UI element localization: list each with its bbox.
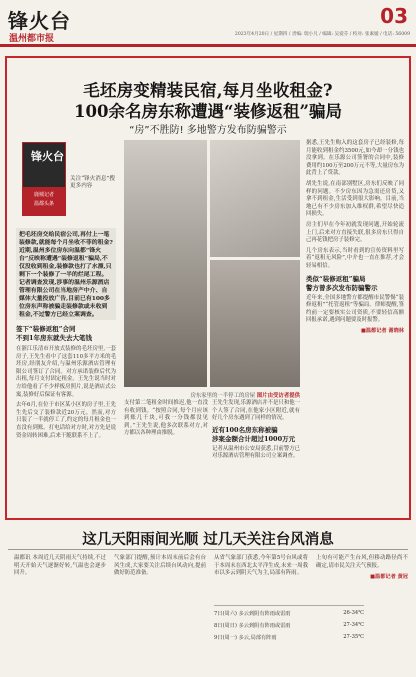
column-name: 锋火台 — [8, 9, 71, 33]
forecast-weather: 多云到阴有阵雨或雷雨 — [238, 611, 291, 617]
paragraph: 气象部门提醒,预计本周末前后会有台风生成,大家要关注后续台风动向,提前做好防范准备。 — [114, 555, 206, 577]
lead-text: 把毛坯房交给民宿公司,再付上一笔装修款,就能每个月坐收不菲的租金?近期,温州多位房东向温都“锋火台”反映称遭遇“装修返租”骗局,不仅没收到租金,装修款也打了水漂,只剩下一个装修了一半的烂尾工程。记者调查发现,涉事的温州乐源酒店管理有限公司在当地房产中介、自媒体大量投放广告,目前已有100多位房东声称被骗走装修款或未收到租金,不过警方已经立案调查。 — [19, 231, 113, 318]
paragraph: 温都讯 本周近几天阴雨天气持续,不过明天开始天气逐渐好转,气温也会逐步回升。 — [14, 555, 106, 577]
page-number: 03 — [380, 4, 408, 28]
paragraph: 王先生发现,乐源酒店并不是只和他一个人签了合同,在他家小区附近,就有好几个房东遇到了同样的情况。 — [212, 400, 300, 422]
paragraph: 近年来,全国多地警方都提醒市民警惕“装修返租”“托管返租”等骗局。律师提醒,签约前一定要核实公司资质,不要轻信高额回报承诺,遇到问题要及时报警。 — [306, 294, 404, 324]
paragraph: 据悉,王先生购入的这套房子已经装修,每月能收到租金约3500元,如今却一分钱也没拿到。在乐源公司签署的合同中,装修费用约100万至200万元不等,大量房东为此背上了贷款。 — [306, 140, 404, 177]
forecast-temp: 27-35℃ — [343, 634, 364, 640]
forecast-weather: 多云,局部有阵雨 — [238, 635, 277, 641]
column-logo-title: 锋火台 — [31, 150, 64, 163]
paragraph: 几个房东表示,当时看到的宣传资料里写着“返租无风险”,中介也一直在推荐,才会轻易相信。 — [306, 247, 404, 269]
forecast-temp: 26-34℃ — [343, 610, 364, 616]
column-logo-line2: 温都头条 — [33, 201, 54, 207]
paragraph: 去年6月,在位于市区某小区的房子里,王先生先后交了装修款近20万元。然而,对方只装了一半就停工了,约定的每月租金也一直没有到账。打电话给对方时,对方先是说资金周转困难,后来干脆联系不上了。 — [16, 402, 116, 439]
forecast-weather: 多云到阴有阵雨或雷雨 — [238, 623, 291, 629]
subhead: 涉案金额合计超过1000万元 — [212, 434, 296, 443]
paragraph: 记者从温州市公安局获悉,目前警方已对乐源酒店管理有限公司立案调查。 — [212, 445, 300, 460]
masthead — [0, 0, 416, 52]
apartment-photo-bottom-right — [210, 260, 300, 387]
photo-credit: 图片由受访者提供 — [256, 393, 300, 399]
apartment-photo-left — [124, 140, 207, 387]
weather-column-1 — [14, 555, 106, 578]
middle-column-b — [212, 400, 300, 461]
headline-deck: “房”不胜防! 多地警方发布防骗警示 — [129, 125, 287, 136]
subhead: 近有100名房东称被骗 — [212, 425, 278, 434]
newspaper-name: 温州都市报 — [9, 34, 55, 44]
forecast-row — [214, 634, 364, 641]
subhead: 不到1年房东就失去大笔钱 — [16, 334, 93, 342]
forecast-date: 7日(周六) — [214, 611, 237, 617]
forecast-row — [214, 610, 364, 617]
photo-caption — [124, 391, 300, 399]
forecast-row — [214, 622, 364, 629]
paragraph: 从省气象部门获悉,今年第5号台风或将于本周末在西北太平洋生成,未来一周我市以多云到阴天气为主,局部有阵雨。 — [214, 555, 308, 577]
paragraph: 在浙江乐清市开放式装修的毛坯房里,一套房子,王先生看中了这套110多平方米的毛坯房,经朋友介绍,与温州乐源酒店管理有限公司签订了合同。对方承诺装修后代为出租,每月支付固定租金。王先生说当时对方给他看了不少样板房照片,说是酒店式公寓,装修好后保证有客源。 — [16, 346, 116, 398]
weather-headline: 这几天阳雨间光顺 过几天关注台风消息 — [82, 531, 334, 548]
byline: ■温都记者 谢晓林 — [360, 327, 404, 334]
weather-column-3 — [214, 555, 308, 578]
left-column — [16, 325, 116, 440]
paragraph: 房主们早在今年初就发现问题,开始轮流上门,后来对方直接失联,很多房东只得自己再花钱把房子装修完。 — [306, 221, 404, 244]
column-logo-line1: 鹿城记者 — [33, 192, 54, 198]
apartment-photo-top-right — [210, 140, 300, 257]
right-column — [306, 140, 404, 334]
subhead: 签下“装修返租”合同 — [16, 325, 76, 333]
paragraph: 胡先生说,在南部别墅区,房东们反映了同样的问题。不少房东因为急需还房贷,又拿不到租金,生活受到很大影响。目前,当地已有不少房东加入维权群,希望尽快追回损失。 — [306, 180, 404, 218]
paragraph: 支付第二笔租金时间推迟,他一直没有收到钱。“按照合同,每个月应该到账几千块,可我一分钱都没见到。”王先生说,他多次联系对方,对方都以各种理由推脱。 — [124, 400, 208, 437]
column-logo-caption: 关注“锋火消息”搜更多内容 — [70, 176, 115, 189]
forecast-date: 9日(周一) — [214, 635, 237, 641]
headline-sub: 100余名房东称遭遇“装修返租”骗局 — [74, 102, 342, 121]
weather-column-2 — [114, 555, 206, 578]
paragraph: 上旬有可能产生台风,但移动路径尚不确定,请市民关注天气预报。 — [316, 555, 408, 569]
divider — [8, 549, 408, 550]
issue-meta: 2023年4月20日 / 星期四 / 责编: 瑞小凡 / 编辑: 吴爱芬 / 校对: 张素媛 / 电话: 56009 — [234, 32, 410, 37]
middle-column-a — [124, 400, 208, 438]
forecast-table — [214, 605, 364, 645]
forecast-date: 8日(周日) — [214, 623, 237, 629]
forecast-temp: 27-34℃ — [343, 622, 364, 628]
masthead-rule — [0, 44, 416, 47]
weather-column-4 — [316, 555, 408, 580]
subhead: 类似“装修返租”骗局 — [306, 274, 366, 283]
byline: ■温都记者 黄冠 — [370, 574, 408, 581]
headline-main: 毛坯房变精装民宿,每月坐收租金? — [83, 81, 333, 100]
subhead: 警方曾多次发布防骗警示 — [306, 283, 378, 292]
photo-caption-text: 房东家里的一半停工的房屋 — [190, 393, 256, 399]
